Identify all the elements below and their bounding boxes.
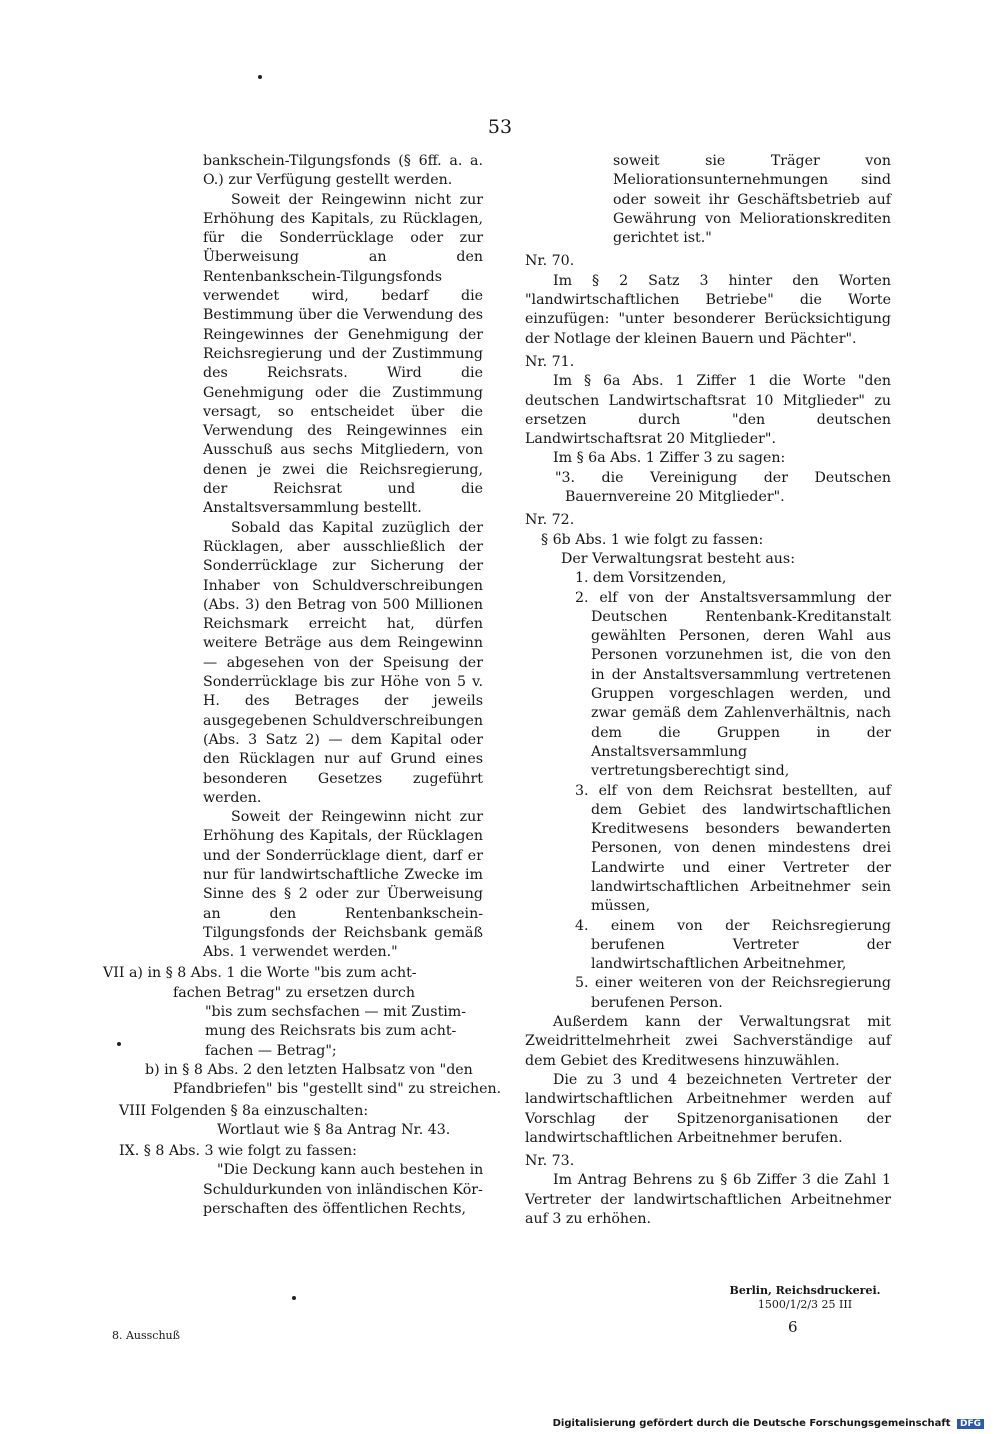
motion-number: Nr. 73. [525, 1153, 575, 1170]
motion-number: Nr. 70. [525, 253, 575, 270]
paragraph: Im § 2 Satz 3 hinter den Worten "landwirtschaftlichen Betriebe" die Worte einzufügen: "unter besonderer Berücksichtigung der Notlage der kleinen Bauern und Pächter". [525, 272, 891, 347]
amendment-viii: VIII Folgenden § 8a einzuschalten: Wortlaut wie § 8a Antrag Nr. 43. [119, 1102, 451, 1138]
page-number: 53 [487, 116, 513, 138]
left-column [103, 152, 502, 1219]
paragraph: bankschein-Tilgungsfonds (§ 6ff. a. a. O.) zur Verfügung gestellt werden. [203, 153, 483, 189]
paragraph: Soweit der Reingewinn nicht zur Erhöhung des Kapitals, der Rücklagen und der Sonderrücklage dient, darf er nur für landwirtschaftliche Zwecke im Sinne des § 2 oder zur Überweisung an den Rentenbankschein-Tilgungsfonds der Reichsbank gemäß Abs. 1 verwendet werden." [203, 809, 483, 961]
printer-code: 1500/1/2/3 25 III [757, 1298, 853, 1311]
digitization-text: Digitalisierung gefördert durch die Deutsche Forschungsgemeinschaft [552, 1418, 951, 1429]
sheet-number: 6 [788, 1318, 798, 1336]
list-item: 1. dem Vorsitzenden, [575, 570, 727, 587]
paragraph: Die zu 3 und 4 bezeichneten Vertreter der landwirtschaftlichen Arbeitnehmer werden auf Vorschlag der Spitzenorganisationen der landwirtschaftlichen Arbeitnehmer berufen. [525, 1071, 891, 1146]
motion-number: Nr. 72. [525, 512, 575, 529]
paragraph: soweit sie Träger von Meliorationsunternehmungen sind oder soweit ihr Geschäftsbetrieb auf Gewährung von Meliorationskrediten gerichtet ist." [613, 153, 891, 247]
right-column [525, 152, 891, 1229]
amendment-ix: IX. § 8 Abs. 3 wie folgt zu fassen: "Die Deckung kann auch bestehen in Schuldurkunden von inländischen Kör- perschaften des öffentlichen Rechts, [119, 1143, 484, 1218]
printer-line: Berlin, Reichsdruckerei. [729, 1284, 881, 1297]
dfg-logo-icon: DFG [957, 1419, 984, 1429]
paragraph: "3. die Vereinigung der Deutschen Bauernvereine 20 Mitglieder". [555, 469, 891, 506]
list-item: 3. elf von dem Reichsrat bestellten, auf dem Gebiet des landwirtschaftlichen Kreditwesens besonders bewanderten Personen, von denen mindestens drei Landwirte und einer Vertreter der landwirtschaftlichen Arbeitnehmer sein müssen, [575, 782, 891, 915]
digitization-note [553, 1418, 984, 1429]
list-item: 4. einem von der Reichsregierung berufenen Vertreter der landwirtschaftlichen Arbeitnehmer, [575, 917, 891, 973]
speck [258, 75, 262, 79]
paragraph: Im § 6a Abs. 1 Ziffer 1 die Worte "den deutschen Landwirtschaftsrat 10 Mitglieder" zu ersetzen durch "den deutschen Landwirtschaftsrat 20 Mitglieder". [525, 373, 891, 448]
paragraph: Sobald das Kapital zuzüglich der Rücklagen, aber ausschließlich der Sonderrücklage zur Sicherung der Inhaber von Schuldverschreibungen (Abs. 3) den Betrag von 500 Millionen Reichsmark erreicht hat, dürfen weitere Beträge aus dem Reingewinn — abgesehen von der Speisung der Sonderrücklage bis zur Höhe von 5 v. H. des Betrages der jeweils ausgegebenen Schuldverschreibungen (Abs. 3 Satz 2) — dem Kapital oder den Rücklagen nur auf Grund eines besonderen Gesetzes zugeführt werden. [203, 519, 483, 806]
printer-imprint [720, 1284, 890, 1312]
speck [292, 1296, 296, 1300]
paragraph: Außerdem kann der Verwaltungsrat mit Zweidrittelmehrheit zwei Sachverständige auf dem Gebiet des Kreditwesens hinzuwählen. [525, 1014, 891, 1069]
motion-number: Nr. 71. [525, 353, 575, 370]
committee-label: 8. Ausschuß [112, 1329, 180, 1342]
amendment-vii: VII a) in § 8 Abs. 1 die Worte "bis zum acht- fachen Betrag" zu ersetzen durch "bis zum sechsfachen — mit Zustim- mung des Reichsrats bis zum acht- fachen — Betrag"; b) in § 8 Abs. 2 den letzten Halbsatz von "den Pfandbriefen" bis "gestellt sind" zu streichen. [103, 965, 502, 1098]
paragraph: Soweit der Reingewinn nicht zur Erhöhung des Kapitals, zu Rücklagen, für die Sonderrücklage oder zur Überweisung an den Rentenbankschein-Tilgungsfonds verwendet wird, bedarf die Bestimmung über die Verwendung des Reingewinnes der Genehmigung der Reichsregierung und der Zustimmung des Reichsrats. Wird die Genehmigung oder die Zustimmung versagt, so entscheidet über die Verwendung des Reingewinnes ein Ausschuß aus sechs Mitgliedern, von denen je zwei die Reichsregierung, der Reichsrat und die Anstaltsversammlung bestellt. [203, 191, 483, 517]
paragraph: § 6b Abs. 1 wie folgt zu fassen: [541, 531, 764, 548]
paragraph: Im Antrag Behrens zu § 6b Ziffer 3 die Zahl 1 Vertreter der landwirtschaftlichen Arbeitnehmer auf 3 zu erhöhen. [525, 1172, 891, 1228]
paragraph: Der Verwaltungsrat besteht aus: [561, 550, 795, 567]
list-item: 2. elf von der Anstaltsversammlung der Deutschen Rentenbank-Kreditanstalt gewählten Personen, deren Wahl aus Personen vorzunehmen ist, die von den in der Anstaltsversammlung vertretenen Gruppen vorgeschlagen werden, und zwar gemäß dem Zahlenverhältnis, nach dem die Gruppen in der Anstaltsversammlung vertretungsberechtigt sind, [575, 589, 891, 780]
list-item: 5. einer weiteren von der Reichsregierung berufenen Person. [575, 975, 891, 1011]
paragraph: Im § 6a Abs. 1 Ziffer 3 zu sagen: [553, 450, 786, 467]
